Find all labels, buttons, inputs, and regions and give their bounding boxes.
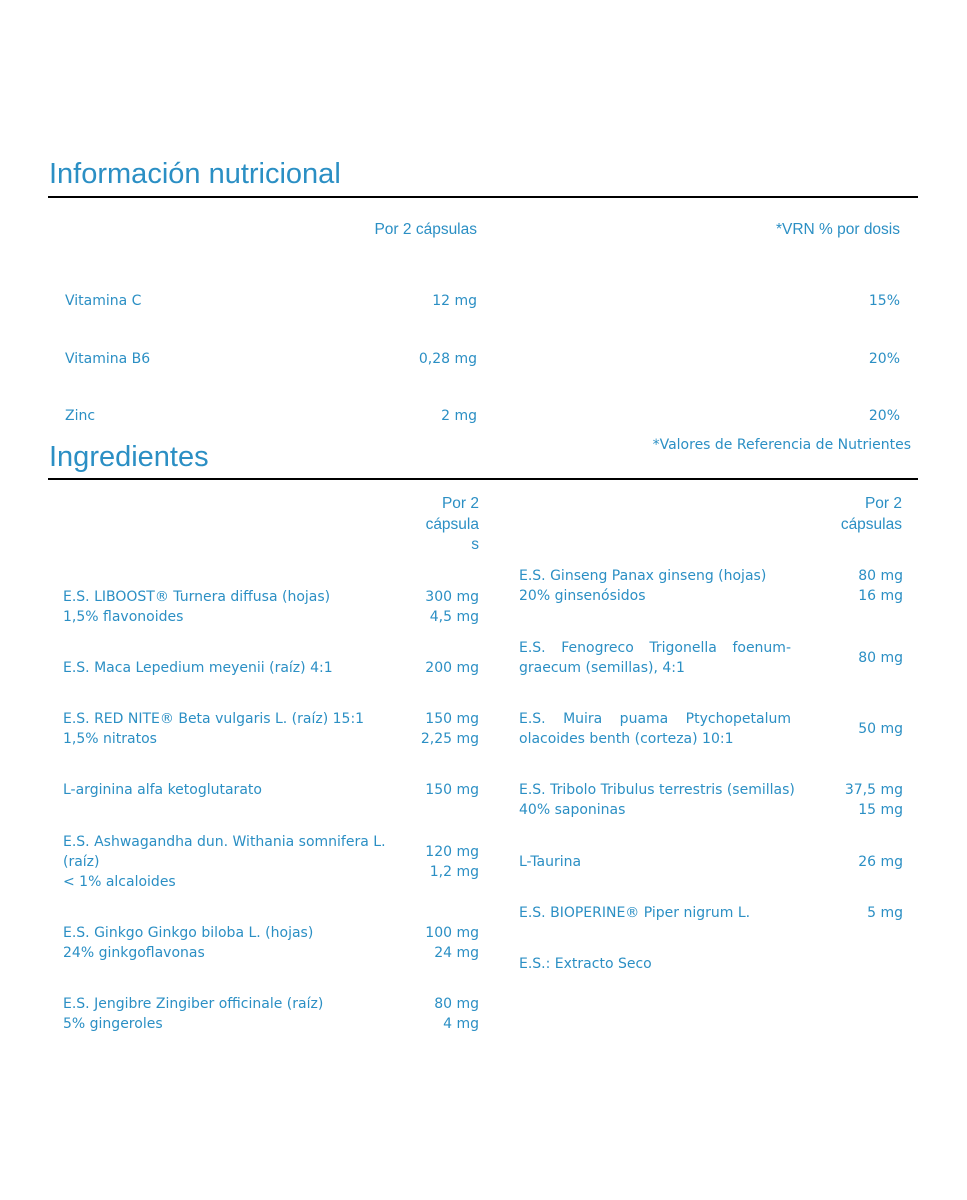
ingredient-text: E.S. Muira puama Ptychopetalum olacoides benth (corteza) 10:1 [519, 711, 791, 747]
ingredient-text: E.S. Maca Lepedium meyenii (raíz) 4:1 [63, 660, 333, 676]
ingredient-amount: 150 mg [425, 782, 479, 798]
nutrition-col-vrn: *VRN % por dosis [775, 221, 900, 238]
nutrient-dose: 2 mg [441, 408, 477, 424]
ingredient-text: E.S. RED NITE® Beta vulgaris L. (raíz) 15:1 1,5% nitratos [63, 711, 365, 747]
ingredient-amount: 80 mg [858, 650, 903, 666]
ingredient-text: E.S. Ginseng Panax ginseng (hojas) 20% ginsenósidos [519, 568, 767, 604]
ingredient-text: E.S. BIOPERINE® Piper nigrum L. [519, 905, 751, 921]
nutrition-divider [48, 196, 918, 198]
ingredient-amount: 200 mg [425, 660, 479, 676]
ingredient-amount: 80 mg 4 mg [434, 996, 479, 1032]
nutrient-vrn: 20% [868, 351, 900, 367]
ingredient-amount: 150 mg 2,25 mg [420, 711, 479, 747]
nutrition-col-dose: Por 2 cápsulas [374, 221, 477, 238]
ingredients-title: Ingredientes [49, 441, 209, 473]
nutrition-footnote: *Valores de Referencia de Nutrientes [652, 437, 911, 453]
nutrient-dose: 12 mg [432, 293, 477, 309]
ingredient-text: E.S. Ginkgo Ginkgo biloba L. (hojas) 24% ginkgoflavonas [63, 925, 314, 961]
ingredient-text: E.S. Ashwagandha dun. Withania somnifera L. (raíz) < 1% alcaloides [63, 834, 386, 890]
nutrient-vrn: 15% [868, 293, 900, 309]
ingredient-amount: 120 mg 1,2 mg [425, 844, 479, 880]
nutrition-title: Información nutricional [49, 158, 341, 190]
ingredients-left-header: Por 2 cápsula s [425, 495, 479, 553]
ingredient-text: E.S. Jengibre Zingiber officinale (raíz) 5% gingeroles [63, 996, 324, 1032]
ingredient-text: L-arginina alfa ketoglutarato [63, 782, 262, 798]
ingredients-right-header: Por 2 cápsulas [840, 495, 902, 533]
ingredient-text: E.S. Fenogreco Trigonella foenum- graecum (semillas), 4:1 [519, 640, 791, 676]
nutrient-dose: 0,28 mg [418, 351, 477, 367]
ingredient-amount: 26 mg [858, 854, 903, 870]
ingredient-text: E.S. LIBOOST® Turnera diffusa (hojas) 1,5% flavonoides [63, 589, 331, 625]
ingredients-divider [48, 478, 918, 480]
ingredient-amount: 37,5 mg 15 mg [844, 782, 903, 818]
ingredients-legend: E.S.: Extracto Seco [519, 956, 652, 972]
ingredient-amount: 100 mg 24 mg [425, 925, 479, 961]
nutrient-vrn: 20% [868, 408, 900, 424]
ingredient-text: L-Taurina [519, 854, 582, 870]
ingredient-amount: 50 mg [858, 721, 903, 737]
ingredient-text: E.S. Tribolo Tribulus terrestris (semillas) 40% saponinas [519, 782, 795, 818]
ingredient-amount: 80 mg 16 mg [858, 568, 903, 604]
nutrient-name: Zinc [65, 408, 96, 424]
nutrient-name: Vitamina C [65, 293, 142, 309]
ingredient-amount: 5 mg [867, 905, 903, 921]
ingredient-amount: 300 mg 4,5 mg [425, 589, 479, 625]
nutrient-name: Vitamina B6 [65, 351, 151, 367]
